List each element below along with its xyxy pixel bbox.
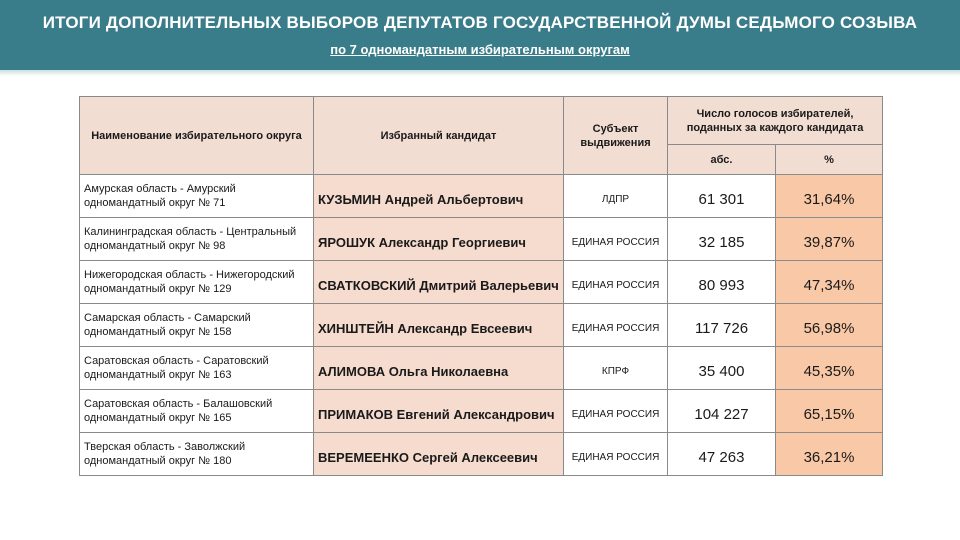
votes-pct: 47,34%: [803, 276, 855, 294]
candidate-name: СВАТКОВСКИЙ Дмитрий Валерьевич: [318, 277, 559, 293]
votes-abs-cell: [668, 175, 776, 218]
candidate-name: ПРИМАКОВ Евгений Александрович: [318, 406, 555, 422]
votes-pct-cell: [776, 261, 883, 304]
okrug-cell: Тверская область - Заволжский одномандатный округ № 180: [80, 433, 314, 476]
votes-abs: 32 185: [698, 233, 745, 251]
candidate-cell: [314, 218, 564, 261]
table-row: [80, 175, 883, 218]
col-header-pct: %: [776, 145, 883, 175]
votes-abs: 104 227: [694, 405, 749, 423]
page-title: ИТОГИ ДОПОЛНИТЕЛЬНЫХ ВЫБОРОВ ДЕПУТАТОВ ГОСУДАРСТВЕННОЙ ДУМЫ СЕДЬМОГО СОЗЫВА: [42, 13, 918, 32]
okrug-cell: Нижегородская область - Нижегородский одномандатный округ № 129: [80, 261, 314, 304]
votes-abs: 35 400: [698, 362, 745, 380]
votes-abs: 47 263: [698, 448, 745, 466]
party-name: ЕДИНАЯ РОССИЯ: [571, 451, 660, 463]
votes-pct: 36,21%: [803, 448, 855, 466]
table-row: [80, 433, 883, 476]
votes-pct: 65,15%: [803, 405, 855, 423]
results-table: [79, 96, 883, 476]
party-name: ЕДИНАЯ РОССИЯ: [571, 236, 660, 248]
col-header-okrug: Наименование избирательного округа: [80, 97, 314, 175]
candidate-cell: [314, 390, 564, 433]
candidate-name: АЛИМОВА Ольга Николаевна: [318, 363, 509, 379]
page-subtitle: по 7 одномандатным избирательным округам: [330, 42, 630, 57]
party-cell: [564, 433, 668, 476]
okrug-cell: Саратовская область - Балашовский одномандатный округ № 165: [80, 390, 314, 433]
party-name: ЕДИНАЯ РОССИЯ: [571, 322, 660, 334]
votes-pct: 56,98%: [803, 319, 855, 337]
candidate-name: КУЗЬМИН Андрей Альбертович: [318, 191, 524, 207]
header-banner: [0, 0, 960, 70]
candidate-cell: [314, 304, 564, 347]
candidate-cell: [314, 175, 564, 218]
candidate-cell: [314, 433, 564, 476]
party-cell: [564, 390, 668, 433]
col-header-abs: абс.: [668, 145, 776, 175]
table-row: [80, 347, 883, 390]
votes-abs-cell: [668, 433, 776, 476]
party-cell: [564, 347, 668, 390]
party-name: ЕДИНАЯ РОССИЯ: [571, 408, 660, 420]
votes-pct: 31,64%: [803, 190, 855, 208]
party-cell: [564, 261, 668, 304]
votes-pct: 45,35%: [803, 362, 855, 380]
votes-pct: 39,87%: [803, 233, 855, 251]
votes-abs-cell: [668, 390, 776, 433]
votes-pct-cell: [776, 304, 883, 347]
party-cell: [564, 304, 668, 347]
candidate-name: ХИНШТЕЙН Александр Евсеевич: [318, 320, 533, 336]
votes-pct-cell: [776, 390, 883, 433]
votes-abs-cell: [668, 304, 776, 347]
col-header-party: Субъект выдвижения: [564, 97, 668, 175]
col-header-votes: Число голосов избирателей, поданных за каждого кандидата: [668, 97, 883, 145]
votes-abs: 117 726: [694, 319, 749, 337]
votes-abs: 80 993: [698, 276, 745, 294]
candidate-name: ВЕРЕМЕЕНКО Сергей Алексеевич: [318, 449, 538, 465]
votes-abs-cell: [668, 218, 776, 261]
party-name: ЕДИНАЯ РОССИЯ: [571, 279, 660, 291]
votes-pct-cell: [776, 347, 883, 390]
okrug-cell: Амурская область - Амурский одномандатный округ № 71: [80, 175, 314, 218]
okrug-cell: Калининградская область - Центральный одномандатный округ № 98: [80, 218, 314, 261]
votes-abs-cell: [668, 261, 776, 304]
votes-pct-cell: [776, 175, 883, 218]
candidate-cell: [314, 261, 564, 304]
votes-abs-cell: [668, 347, 776, 390]
candidate-cell: [314, 347, 564, 390]
table-row: [80, 218, 883, 261]
party-name: КПРФ: [601, 365, 630, 377]
okrug-cell: Самарская область - Самарский одномандатный округ № 158: [80, 304, 314, 347]
banner-shadow: [0, 70, 960, 76]
party-name: ЛДПР: [601, 193, 630, 205]
party-cell: [564, 218, 668, 261]
col-header-candidate: Избранный кандидат: [314, 97, 564, 175]
party-cell: [564, 175, 668, 218]
table-row: [80, 390, 883, 433]
okrug-cell: Саратовская область - Саратовский одномандатный округ № 163: [80, 347, 314, 390]
votes-pct-cell: [776, 433, 883, 476]
table-row: [80, 261, 883, 304]
candidate-name: ЯРОШУК Александр Георгиевич: [318, 234, 526, 250]
votes-abs: 61 301: [698, 190, 745, 208]
table-row: [80, 304, 883, 347]
votes-pct-cell: [776, 218, 883, 261]
